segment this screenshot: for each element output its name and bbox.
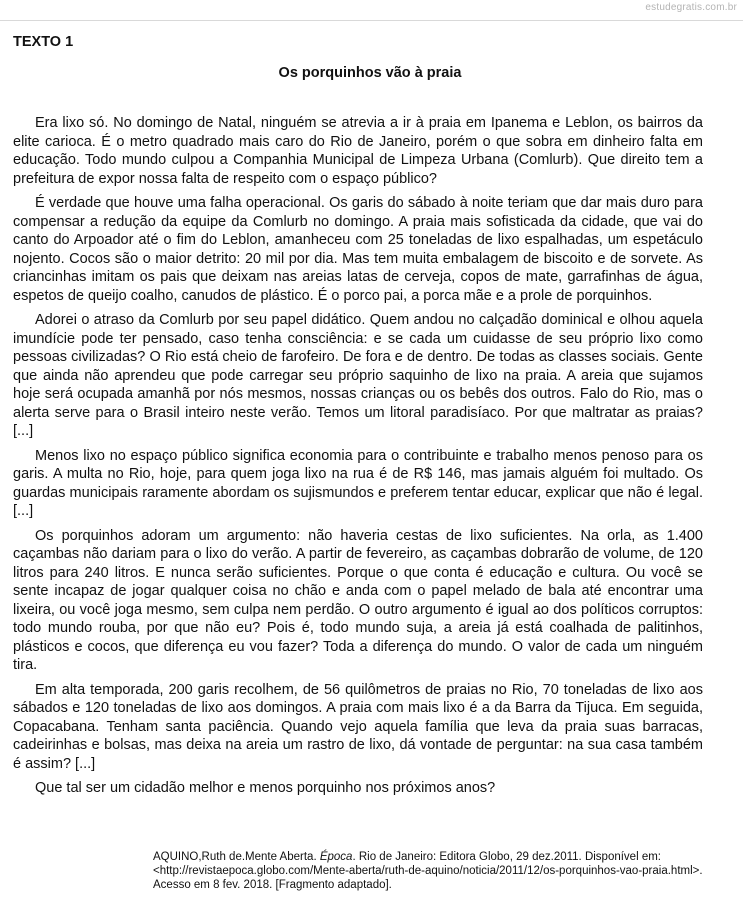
citation-magazine: Época <box>319 851 353 863</box>
text-label: TEXTO 1 <box>13 34 74 50</box>
paragraph: Adorei o atraso da Comlurb por seu papel didático. Quem andou no calçadão dominical e olhou aquela imundície pode ter pensado, caso tenha consciência: e se cada um cuidasse de seu próprio lixo como pessoas civilizadas? O Rio está cheio de farofeiro. De fora e de dentro. De todas as classes sociais. Gente que ainda não aprendeu que pode carregar seu próprio saquinho de lixo na praia. A areia que sujamos hoje será ocupada amanhã por nós mesmos, nossas crianças ou os bebês dos outros. Falo do Rio, mas o alerta serve para o Brasil inteiro neste verão. Temos um litoral paradisíaco. Por que maltratar as praias? [...] <box>13 312 703 439</box>
watermark: estudegratis.com.br <box>645 2 737 13</box>
paragraph: Era lixo só. No domingo de Natal, ninguém se atrevia a ir à praia em Ipanema e Leblon, os bairros da elite carioca. É o metro quadrado mais caro do Rio de Janeiro, porém o que sobra em dinheiro falta em educação. Todo mundo culpou a Companhia Municipal de Limpeza Urbana (Comlurb). Que direito tem a prefeitura de expor nossa falta de respeito com o espaço público? <box>13 115 703 187</box>
paragraph: Em alta temporada, 200 garis recolhem, de 56 quilômetros de praias no Rio, 70 toneladas de lixo aos sábados e 120 toneladas de lixo aos domingos. A praia com mais lixo é a da Barra da Tijuca. Em seguida, Copacabana. Tenham santa paciência. Quando vejo aquela família que leva da praia suas barracas, cadeirinhas e bolsas, mas deixa na areia um rastro de lixo, dá vontade de perguntar: na sua casa também é assim? [...] <box>13 681 703 772</box>
source-citation <box>153 850 713 892</box>
paragraph: Menos lixo no espaço público significa economia para o contribuinte e trabalho menos penoso para os garis. A multa no Rio, hoje, para quem joga lixo na rua é de R$ 146, mas jamais alguém foi multado. Os guardas municipais raramente abordam os sujismundos e preferem tentar educar, explicar que não é legal. [...] <box>13 447 703 519</box>
citation-author: AQUINO,Ruth de.Mente Aberta. <box>153 851 320 863</box>
paragraph: Que tal ser um cidadão melhor e menos porquinho nos próximos anos? <box>35 780 496 796</box>
article-body <box>13 114 703 804</box>
paragraph: É verdade que houve uma falha operacional. Os garis do sábado à noite teriam que dar mais duro para compensar a redução da equipe da Comlurb no domingo. A praia mais sofisticada da cidade, que vai do canto do Arpoador até o fim do Leblon, amanheceu com 25 toneladas de lixo espalhadas, um espetáculo nojento. Cocos são o maior detrito: 20 mil por dia. Mas tem muita embalagem de biscoito e de sorvete. As criancinhas imitam os pais que deixam nas areias latas de cerveja, copos de mate, garrafinhas de água, espetos de queijo coalho, canudos de plástico. É o porco pai, a porca mãe e a prole de porquinhos. <box>13 195 703 304</box>
paragraph: Os porquinhos adoram um argumento: não haveria cestas de lixo suficientes. Na orla, as 1.400 caçambas não dariam para o lixo do verão. A partir de fevereiro, as caçambas dobrarão de volume, de 120 litros para 240 litros. E nunca serão suficientes. Porque o que conta é educação e cultura. Ou você se sente incapaz de jogar qualquer coisa no chão e anda com o papel melado de bala até encontrar uma lixeira, ou você joga mesmo, sem culpa nem perdão. O outro argumento é igual ao dos políticos corruptos: todo mundo rouba, por que não eu? Pois é, todo mundo suja, a areia já está coalhada de palitinhos, plásticos e cocos, que diferença eu vou fazer? Toda a diferença do mundo. O valor de cada um ninguém tira. <box>13 527 703 673</box>
article-title: Os porquinhos vão à praia <box>278 65 462 81</box>
citation-details: . Rio de Janeiro: Editora Globo, 29 dez.2011. Disponível em: <http://revistaepoca.globo.com/Mente-aberta/ruth-de-aquino/noticia/2011/12/os-porquinhos-vao-praia.html>. Acesso em 8 fev. 2018. [Fragmento adaptado]. <box>153 851 703 891</box>
